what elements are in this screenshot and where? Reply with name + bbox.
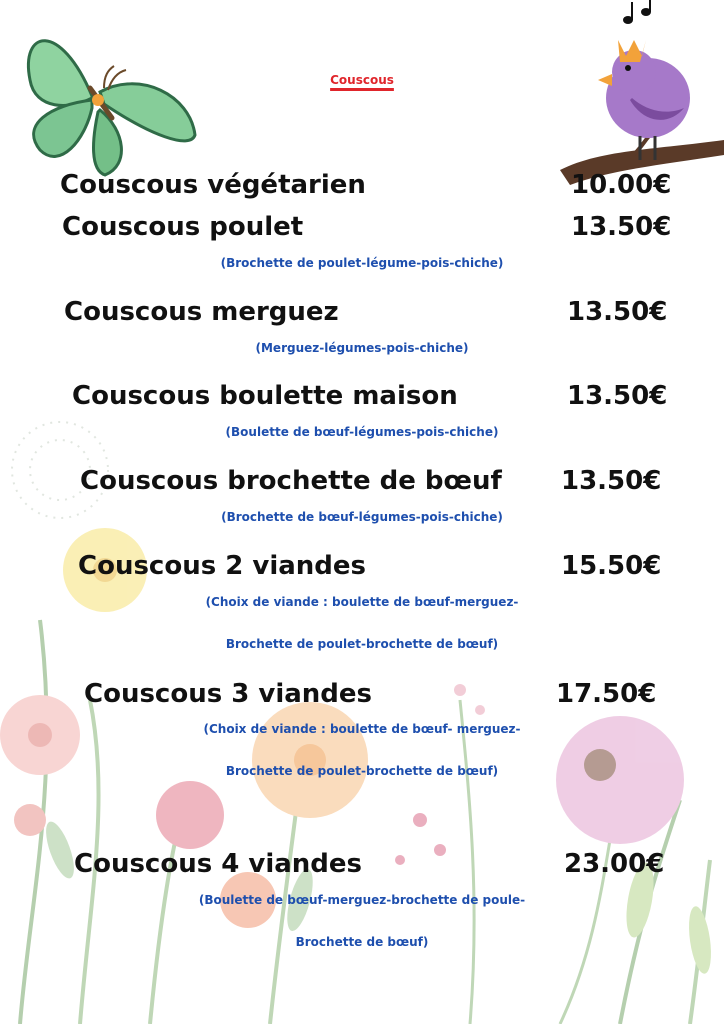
item-desc-merguez: (Merguez-légumes-pois-chiche): [255, 341, 469, 355]
item-name-merguez: Couscous merguez: [64, 297, 339, 327]
item-name-vegetarien: Couscous végétarien: [60, 170, 366, 200]
item-desc-3-viandes-line2: Brochette de poulet-brochette de bœuf): [225, 764, 499, 778]
item-price-vegetarien: 10.00€: [571, 170, 672, 200]
butterfly-icon: [28, 41, 195, 175]
item-desc-brochette-boeuf: (Brochette de bœuf-légumes-pois-chiche): [221, 510, 503, 524]
item-price-brochette-boeuf: 13.50€: [561, 466, 662, 496]
bird-icon: [560, 40, 724, 185]
item-desc-boulette: (Boulette de bœuf-légumes-pois-chiche): [225, 425, 499, 439]
item-name-brochette-boeuf: Couscous brochette de bœuf: [80, 466, 502, 496]
item-name-boulette: Couscous boulette maison: [72, 381, 458, 411]
item-desc-4-viandes-line2: Brochette de bœuf): [295, 935, 429, 949]
item-desc-4-viandes-line1: (Boulette de bœuf-merguez-brochette de poule-: [198, 893, 526, 907]
item-price-merguez: 13.50€: [567, 297, 668, 327]
item-price-boulette: 13.50€: [567, 381, 668, 411]
item-name-4-viandes: Couscous 4 viandes: [74, 849, 363, 879]
item-price-poulet: 13.50€: [571, 212, 672, 242]
item-desc-poulet: (Brochette de poulet-légume-pois-chiche): [220, 256, 504, 270]
item-name-2-viandes: Couscous 2 viandes: [78, 551, 367, 581]
item-price-2-viandes: 15.50€: [561, 551, 662, 581]
item-price-3-viandes: 17.50€: [556, 679, 657, 709]
item-desc-2-viandes-line1: (Choix de viande : boulette de bœuf-merguez-: [205, 595, 519, 609]
item-desc-3-viandes-line1: (Choix de viande : boulette de bœuf- merguez-: [203, 722, 521, 736]
item-name-3-viandes: Couscous 3 viandes: [84, 679, 373, 709]
menu-title: Couscous: [330, 73, 394, 87]
item-price-4-viandes: 23.00€: [564, 849, 665, 879]
item-name-poulet: Couscous poulet: [62, 212, 304, 242]
item-desc-2-viandes-line2: Brochette de poulet-brochette de bœuf): [225, 637, 499, 651]
music-notes-icon: [623, 0, 651, 24]
